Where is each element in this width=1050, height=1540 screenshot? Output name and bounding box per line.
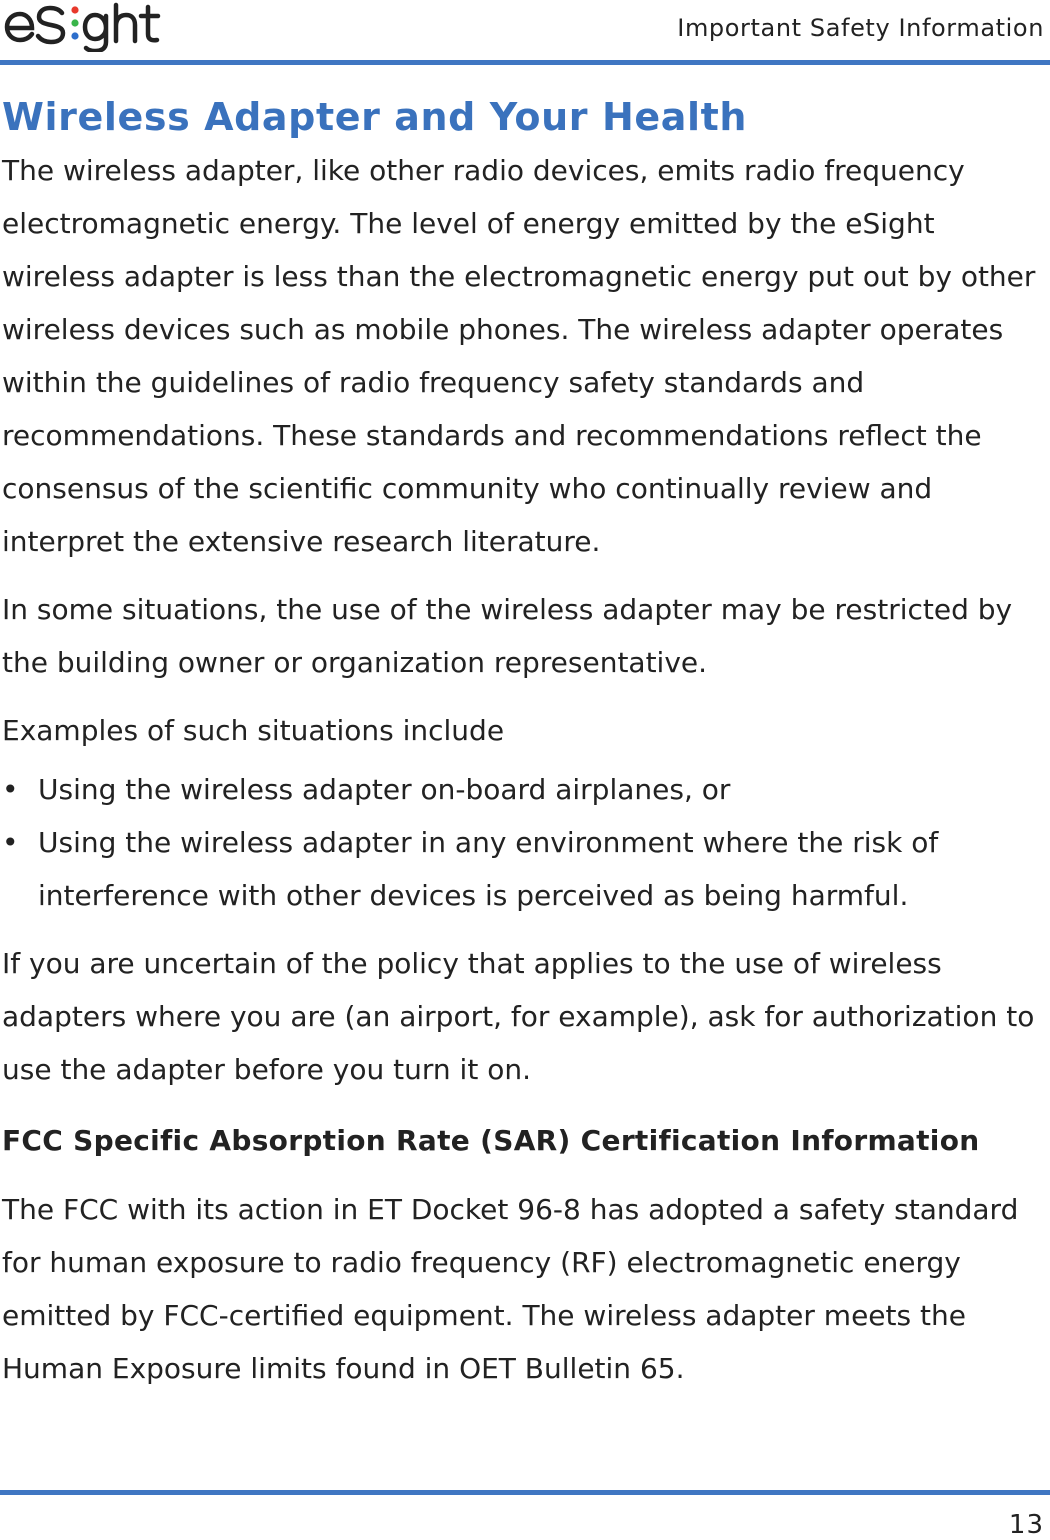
section-heading-fcc-sar: FCC Specific Absorption Rate (SAR) Certification Information [2,1124,980,1157]
list-item-text: Using the wireless adapter on-board airplanes, or [38,773,731,806]
list-item [2,763,1044,816]
list-item [2,816,1044,922]
page-number: 13 [1008,1510,1044,1540]
bullet-symbol: • [2,773,19,806]
header-section-title: Important Safety Information [677,14,1044,42]
paragraph-uncertain-policy: If you are uncertain of the policy that applies to the use of wireless adapters where you are (an airport, for example), ask for authorization to use the adapter before you turn it on. [2,947,1035,1086]
esight-logo [2,2,172,52]
esight-logo-graphic [2,2,172,52]
paragraph-fcc: The FCC with its action in ET Docket 96-8 has adopted a safety standard for human exposure to radio frequency (RF) electromagnetic energy emitted by FCC-certified equipment. The wireless adapter meets the Human Exposure limits found in OET Bulletin 65. [2,1193,1019,1385]
list-item-text: Using the wireless adapter in any environment where the risk of interference with other devices is perceived as being harmful. [38,826,939,912]
footer-divider [0,1490,1050,1495]
bullet-symbol: • [2,826,19,859]
paragraph-health-intro: The wireless adapter, like other radio devices, emits radio frequency electromagnetic energy. The level of energy emitted by the eSight wireless adapter is less than the electromagnetic energy put out by other wireless devices such as mobile phones. The wireless adapter operates within the guidelines of radio frequency safety standards and recommendations. These standards and recommendations reflect the consensus of the scientific community who continually review and interpret the extensive research literature. [2,154,1036,558]
header-divider [0,60,1050,65]
page-content [2,90,1044,1395]
examples-list [2,763,1044,922]
paragraph-restrictions: In some situations, the use of the wireless adapter may be restricted by the building owner or organization representative. [2,593,1013,679]
page-title: Wireless Adapter and Your Health [2,95,748,139]
paragraph-examples-intro: Examples of such situations include [2,714,505,747]
